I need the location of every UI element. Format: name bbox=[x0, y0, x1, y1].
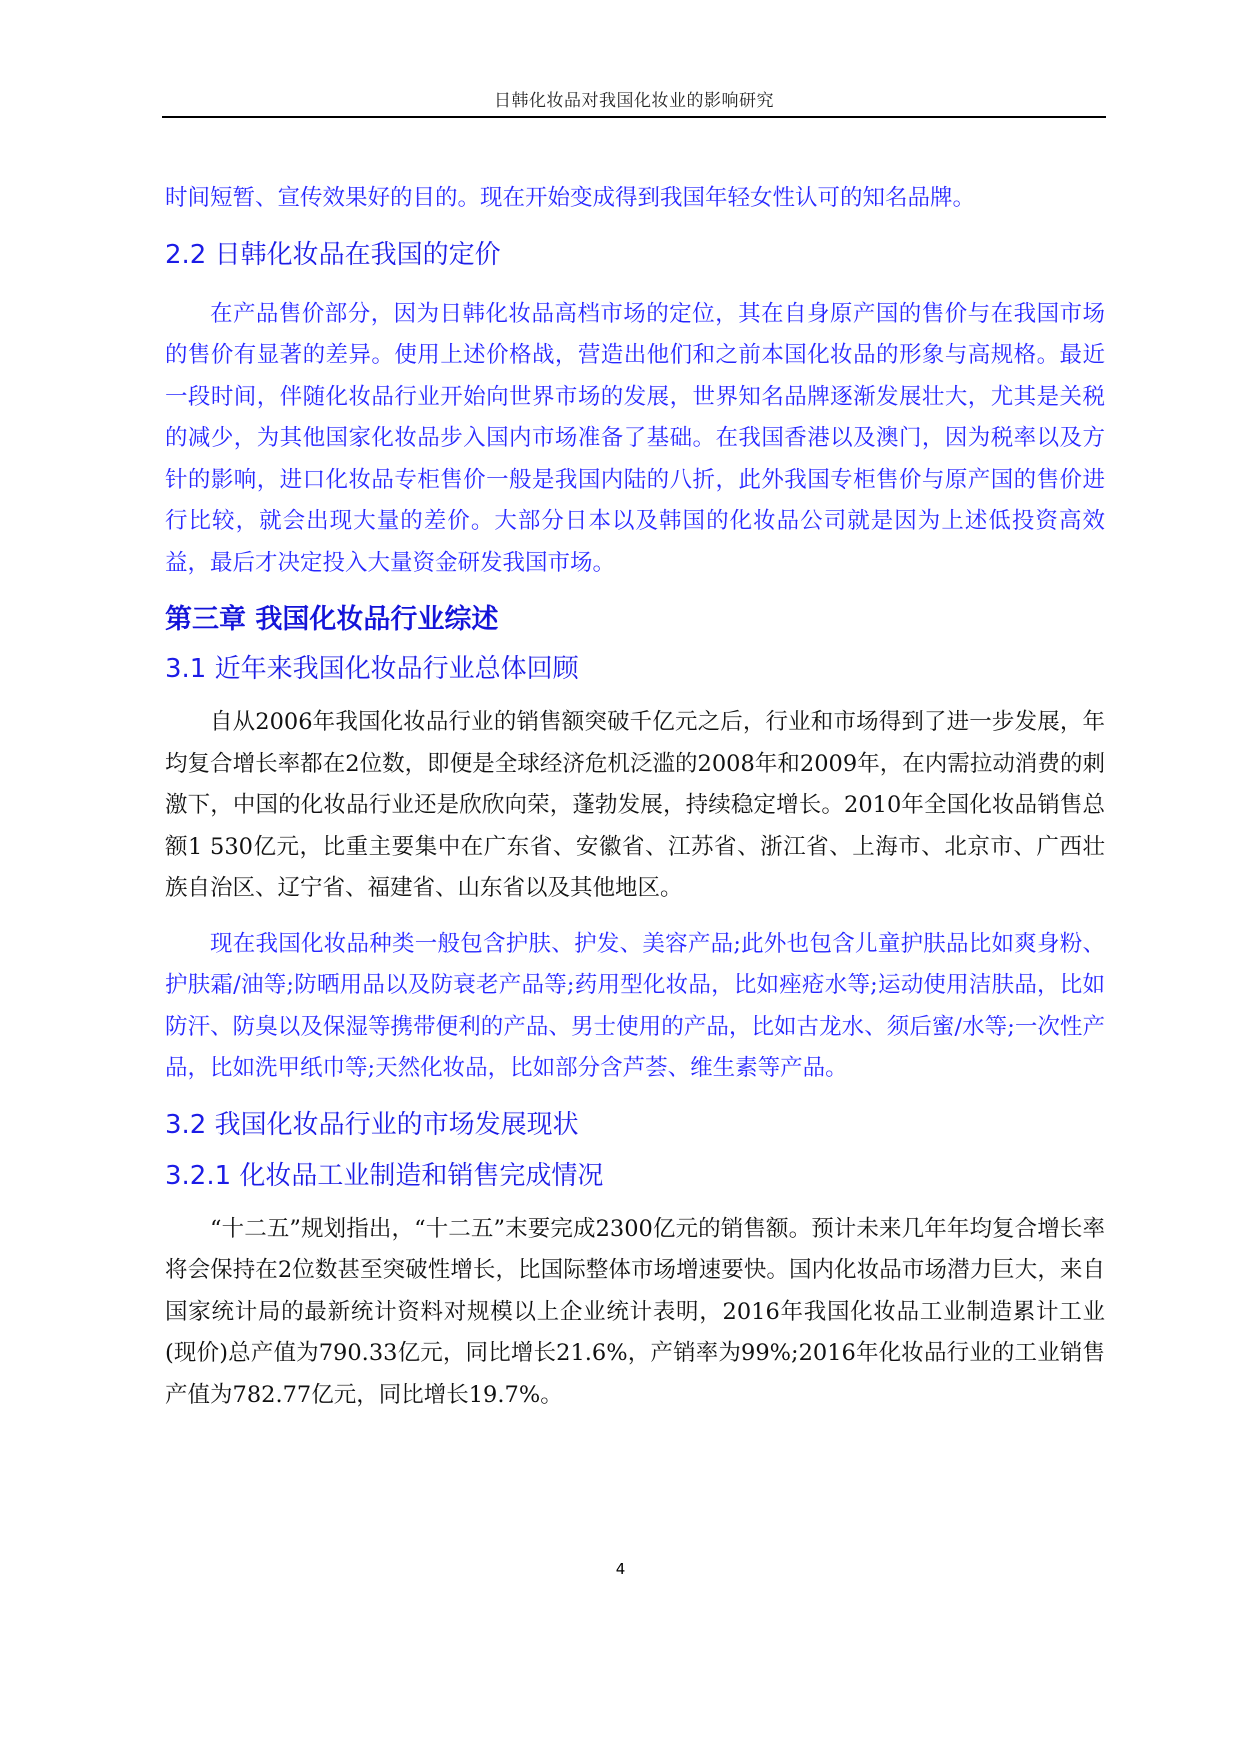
paragraph-plan: “十二五”规划指出，“十二五”末要完成2300亿元的销售额。预计未来几年年均复合增长率将会保持在2位数甚至突破性增长，比国际整体市场增速要快。国内化妆品市场潜力巨大，来自国家统计局的最新统计资料对规模以上企业统计表明，2016年我国化妆品工业制造累计工业(现价)总产值为790.33亿元，同比增长21.6%，产销率为99%;2016年化妆品行业的工业销售产值为782.77亿元，同比增长19.7%。 bbox=[165, 1215, 1105, 1408]
page-number: 4 bbox=[615, 1560, 626, 1578]
running-header: 日韩化妆品对我国化妆业的影响研究 bbox=[494, 91, 774, 111]
heading-3-2-1: 3.2.1 化妆品工业制造和销售完成情况 bbox=[165, 1160, 604, 1191]
chapter-3-heading: 第三章 我国化妆品行业综述 bbox=[165, 604, 499, 635]
heading-2-2: 2.2 日韩化妆品在我国的定价 bbox=[165, 239, 501, 270]
paragraph-continuation: 时间短暂、宣传效果好的目的。现在开始变成得到我国年轻女性认可的知名品牌。 bbox=[165, 185, 976, 211]
paragraph-review: 自从2006年我国化妆品行业的销售额突破千亿元之后，行业和市场得到了进一步发展，年均复合增长率都在2位数，即便是全球经济危机泛滥的2008年和2009年，在内需拉动消费的刺激下，中国的化妆品行业还是欣欣向荣，蓬勃发展，持续稳定增长。2010年全国化妆品销售总额1 530亿元，比重主要集中在广东省、安徽省、江苏省、浙江省、上海市、北京市、广西壮族自治区、辽宁省、福建省、山东省以及其他地区。 bbox=[165, 709, 1105, 901]
paragraph-categories: 现在我国化妆品种类一般包含护肤、护发、美容产品;此外也包含儿童护肤品比如爽身粉、护肤霜/油等;防晒用品以及防衰老产品等;药用型化妆品，比如痤疮水等;运动使用洁肤品，比如防汗、防臭以及保湿等携带便利的产品、男士使用的产品，比如古龙水、须后蜜/水等;一次性产品，比如洗甲纸巾等;天然化妆品，比如部分含芦荟、维生素等产品。 bbox=[165, 930, 1105, 1081]
paragraph-pricing: 在产品售价部分，因为日韩化妆品高档市场的定位，其在自身原产国的售价与在我国市场的售价有显著的差异。使用上述价格战，营造出他们和之前本国化妆品的形象与高规格。最近一段时间，伴随化妆品行业开始向世界市场的发展，世界知名品牌逐渐发展壮大，尤其是关税的减少，为其他国家化妆品步入国内市场准备了基础。在我国香港以及澳门，因为税率以及方针的影响，进口化妆品专柜售价一般是我国内陆的八折，此外我国专柜售价与原产国的售价进行比较，就会出现大量的差价。大部分日本以及韩国的化妆品公司就是因为上述低投资高效益，最后才决定投入大量资金研发我国市场。 bbox=[165, 300, 1105, 576]
page-body bbox=[165, 178, 1105, 1416]
header-rule bbox=[162, 116, 1106, 118]
heading-3-2: 3.2 我国化妆品行业的市场发展现状 bbox=[165, 1109, 579, 1140]
heading-3-1: 3.1 近年来我国化妆品行业总体回顾 bbox=[165, 654, 579, 684]
